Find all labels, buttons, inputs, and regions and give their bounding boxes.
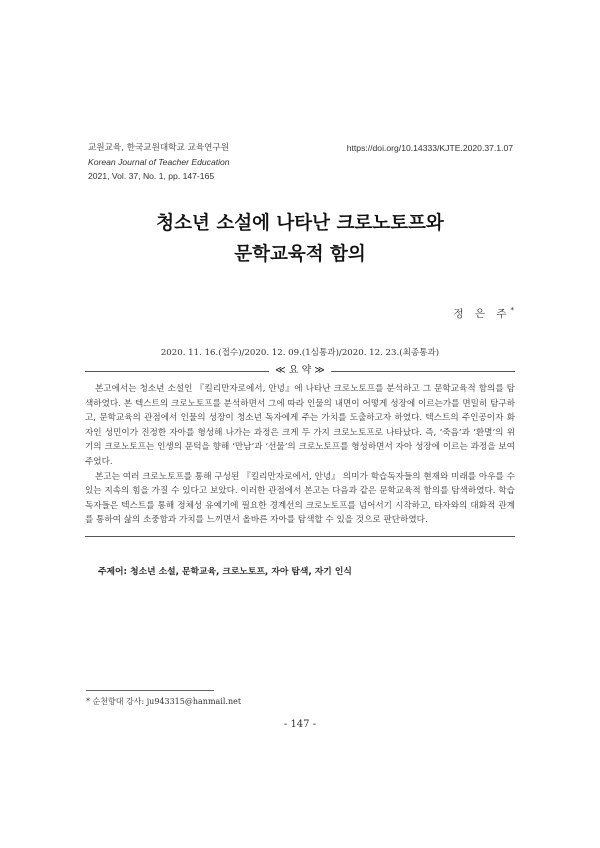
author-name: [453, 306, 514, 321]
abstract-section: [85, 363, 515, 537]
issue-info: 2021, Vol. 37, No. 1, pp. 147-165: [88, 171, 215, 181]
abstract-header: [85, 363, 515, 379]
footnote-divider: [86, 690, 214, 691]
journal-header: [88, 141, 230, 183]
author-footnote: * 순천향대 강사: ju943315@hanmail.net: [86, 697, 242, 706]
page-number: - 147 -: [283, 719, 317, 730]
author-name-text: 정 은 주: [453, 308, 511, 320]
abstract-bottom-rule: [85, 536, 515, 537]
abstract-body: [85, 382, 515, 528]
paper-title: [0, 208, 600, 270]
journal-english-name: Korean Journal of Teacher Education: [88, 157, 230, 167]
title-line-2: 문학교육적 함의: [234, 244, 366, 265]
review-dates: 2020. 11. 16.(접수)/2020. 12. 09.(1심통과)/2020. 12. 23.(최종통과): [160, 348, 440, 358]
author-footnote-mark: *: [510, 306, 514, 315]
abstract-paragraph-1: 본고에서는 청소년 소설인 『킬리만자로에서, 안녕』에 나타난 크로노토프를 분석하고 그 문학교육적 함의를 탐색하였다. 본 텍스트의 크로노토프를 분석하면서 그에 따라 인물의 내면이 어떻게 성장에 이르는가를 면밀히 탐구하고, 문학교육의 관점에서 인물의 성장이 청소년 독자에게 주는 가치를 도출하고자 하였다. 텍스트의 주인공이자 화자인 성민이가 진정한 자아를 형성해 나가는 과정은 크게 두 가지 크로노토프로 나타났다. 즉, ‘죽음’과 ‘환멸’의 위기의 크로노토프는 인생의 문턱을 향해 ‘만남’과 ‘선물’의 크로노토프를 형성하면서 자아 성장에 이르는 과정을 보여주었다.: [85, 384, 515, 467]
doi-link[interactable]: https://doi.org/10.14333/KJTE.2020.37.1.07: [346, 143, 513, 153]
keywords: 주제어: 청소년 소설, 문학교육, 크로노토프, 자아 탐색, 자기 인식: [98, 567, 352, 577]
title-line-1: 청소년 소설에 나타난 크로노토프와: [156, 213, 444, 234]
publisher-line: 교원교육, 한국교원대학교 교육연구원: [88, 143, 230, 153]
abstract-label: ≪ 요 약 ≫: [269, 363, 331, 379]
abstract-paragraph-2: 본고는 여러 크로노토프를 통해 구성된 『킬리만자로에서, 안녕』 의미가 학습독자들의 현재와 미래를 아우를 수 있는 지속의 힘을 가질 수 있다고 보았다. 이러한 관점에서 본고는 다음과 같은 문학교육적 함의를 탐색하였다. 학습독자들은 텍스트를 통해 정체성 유예기에 필요한 경계선의 크로노토프를 넘어서기 시작하고, 타자와의 대화적 관계를 통하여 삶의 소중함과 가치를 느끼면서 올바른 자아를 탐색할 수 있을 것으로 판단하였다.: [85, 471, 515, 526]
